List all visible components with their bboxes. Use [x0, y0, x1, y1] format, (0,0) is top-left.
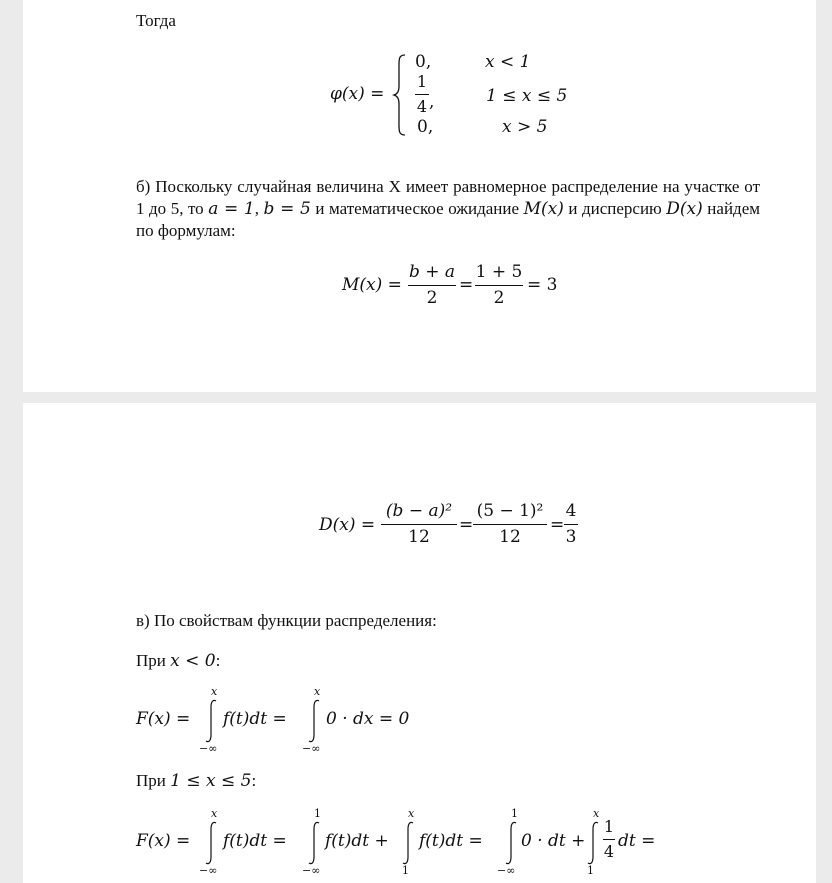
case-2-fraction [415, 72, 429, 116]
case-1-condition: x < 1 [485, 52, 531, 72]
case-2-den: 4 [416, 97, 428, 116]
variance-eq-1: = [459, 515, 474, 535]
F2-i3-upper: x [408, 807, 415, 820]
case-1-label-math: x < 0 [170, 651, 216, 671]
fraction-bar [415, 94, 429, 95]
mean-result: = 3 [527, 275, 558, 295]
F2-i5-lower: 1 [587, 864, 594, 877]
variance-frac-1 [381, 501, 457, 547]
F1-int1-upper: x [211, 685, 218, 698]
paragraph-b-part2: и математическое ожидание [310, 199, 524, 218]
case-1-label [136, 650, 220, 672]
integral-icon [205, 699, 219, 743]
case-2-label-math: 1 ≤ x ≤ 5 [170, 771, 252, 791]
F1-int2-upper: x [314, 685, 321, 698]
fraction-bar [473, 524, 547, 525]
mean-lhs: M(x) = [342, 275, 402, 295]
case-2-comma: , [429, 92, 435, 112]
integral-icon [308, 821, 322, 865]
F2-i1-body: f(t)dt = [223, 831, 287, 851]
variance-lhs: D(x) = [319, 515, 376, 535]
F1-int2-lower: −∞ [302, 742, 321, 755]
integral-icon [308, 699, 322, 743]
fraction-bar [408, 285, 456, 286]
mean-frac-2-num: 1 + 5 [475, 262, 523, 282]
integral-icon [505, 821, 519, 865]
case-2-label [136, 770, 256, 792]
F2-i3-body: f(t)dt = [419, 831, 483, 851]
paragraph-v: в) По свойствам функции распределения: [136, 611, 437, 630]
phi-lhs: φ(x) = [330, 84, 385, 104]
F2-i5-body: dt = [618, 831, 656, 851]
F1-int2-body: 0 · dx = 0 [326, 709, 410, 729]
F2-i4-body: 0 · dt + [521, 831, 586, 851]
F2-i5-frac-num: 1 [603, 817, 615, 836]
fraction-bar [603, 839, 615, 840]
case-2-condition: 1 ≤ x ≤ 5 [486, 86, 568, 106]
case-3-value: 0, [417, 117, 434, 137]
variance-frac-3-den: 3 [565, 527, 577, 547]
variance-frac-1-num: (b − a)² [385, 501, 453, 521]
fraction-bar [475, 285, 523, 286]
case-3-condition: x > 5 [502, 117, 548, 137]
case-2-num: 1 [416, 72, 428, 91]
paragraph-b-part4: найдем по формулам: [136, 199, 760, 240]
variance-frac-3 [564, 501, 578, 547]
intro-text: Тогда [136, 11, 176, 30]
mean-frac-1-den: 2 [426, 288, 438, 308]
F2-i5-fraction [603, 817, 615, 861]
fraction-bar [564, 524, 578, 525]
F1-lhs: F(x) = [136, 709, 191, 729]
case-1-value: 0, [415, 52, 432, 72]
paragraph-b-part3: и дисперсию [563, 199, 667, 218]
F2-i5-frac-den: 4 [603, 842, 615, 861]
variance-frac-3-num: 4 [565, 501, 577, 521]
mean-frac-1-num: b + a [408, 262, 456, 282]
integral-icon [402, 821, 416, 865]
document-page-1 [23, 0, 816, 392]
variance-frac-2 [473, 501, 547, 547]
left-brace-icon [393, 54, 407, 136]
mean-eq-1: = [459, 275, 474, 295]
variance-frac-1-den: 12 [408, 527, 430, 547]
F2-i1-lower: −∞ [199, 864, 218, 877]
fraction-bar [381, 524, 457, 525]
b-equals: b = 5 [263, 199, 311, 219]
paragraph-b [136, 176, 760, 242]
variance-frac-2-num: (5 − 1)² [476, 501, 544, 521]
F2-i2-body: f(t)dt + [325, 831, 389, 851]
integral-icon [205, 821, 219, 865]
mean-symbol: M(x) [523, 199, 564, 219]
F2-i4-upper: 1 [511, 807, 518, 820]
F2-i2-upper: 1 [314, 807, 321, 820]
F2-i2-lower: −∞ [302, 864, 321, 877]
mean-frac-1 [408, 262, 456, 308]
F2-lhs: F(x) = [136, 831, 191, 851]
case-1-label-pre: При [136, 651, 171, 670]
F1-int1-lower: −∞ [199, 742, 218, 755]
case-2-label-pre: При [136, 771, 171, 790]
comma: , [254, 199, 264, 218]
case-1-label-post: : [215, 651, 221, 670]
mean-frac-2-den: 2 [493, 288, 505, 308]
integral-icon [587, 821, 601, 865]
F2-i4-lower: −∞ [497, 864, 516, 877]
mean-frac-2 [475, 262, 523, 308]
variance-symbol: D(x) [666, 199, 703, 219]
F1-int1-body: f(t)dt = [223, 709, 287, 729]
F2-i5-upper: x [593, 807, 600, 820]
case-2-label-post: : [251, 771, 257, 790]
variance-eq-2: = [550, 515, 565, 535]
F2-i3-lower: 1 [402, 864, 409, 877]
document-page-2 [23, 403, 816, 883]
F2-i1-upper: x [211, 807, 218, 820]
a-equals: a = 1 [208, 199, 255, 219]
paragraph-b-part1: б) Поскольку случайная величина X имеет равномерное распределение на участке от 1 до 5, то [136, 177, 760, 218]
variance-frac-2-den: 12 [499, 527, 521, 547]
